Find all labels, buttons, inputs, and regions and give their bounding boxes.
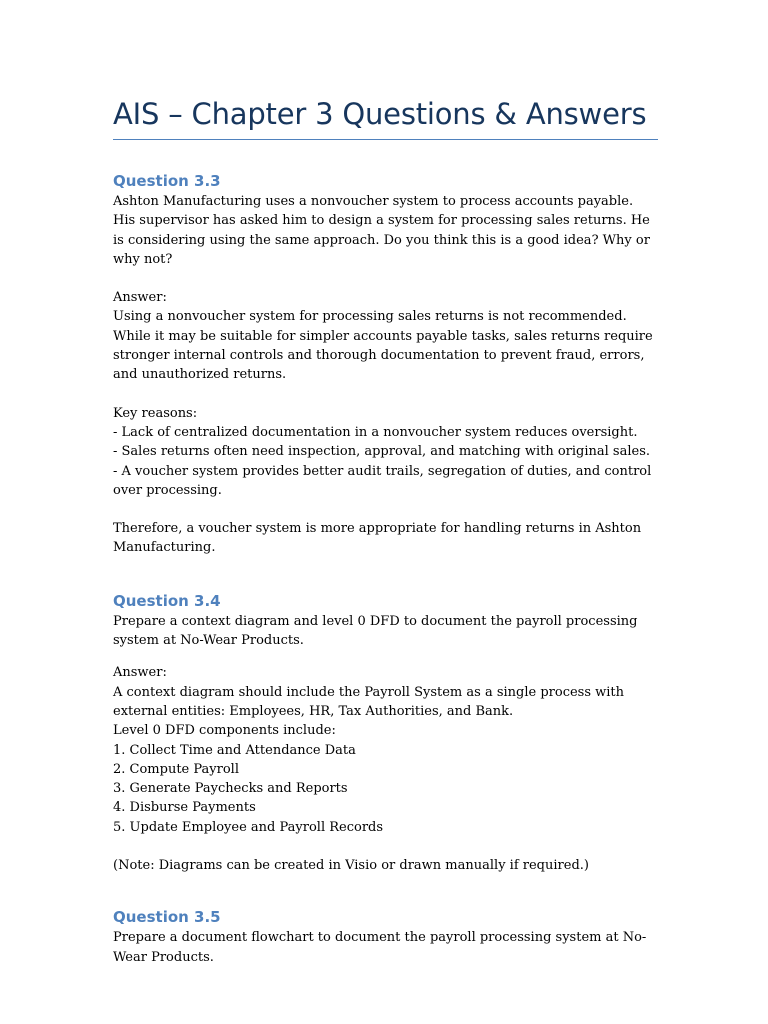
question-3-3-section <box>113 171 658 558</box>
answer-label: Answer: <box>113 290 167 306</box>
list-item: 1. Collect Time and Attendance Data <box>113 742 356 758</box>
document-page <box>113 93 658 967</box>
key-reasons-label: Key reasons: <box>113 405 198 421</box>
question-prompt: Prepare a context diagram and level 0 DFD to document the payroll processing system at No-Wear Products. <box>113 613 638 649</box>
answer-text: A context diagram should include the Payroll System as a single process with external entities: Employees, HR, Tax Authorities, and Bank. <box>113 684 625 719</box>
list-item: 4. Disburse Payments <box>113 800 256 816</box>
question-heading: Question 3.5 <box>113 908 221 927</box>
list-item: - Lack of centralized documentation in a nonvoucher system reduces oversight. <box>113 424 638 440</box>
question-3-4-section <box>113 591 658 876</box>
answer-label: Answer: <box>113 665 167 681</box>
question-heading: Question 3.4 <box>113 591 221 610</box>
conclusion-text: Therefore, a voucher system is more appropriate for handling returns in Ashton Manufacturing. <box>113 521 642 556</box>
list-item: 2. Compute Payroll <box>113 761 239 777</box>
question-prompt: Ashton Manufacturing uses a nonvoucher system to process accounts payable. His supervisor has asked him to design a system for processing sales returns. He is considering using the same approach. Do you think this is a good idea? Why or why not? <box>113 194 650 267</box>
dfd-components-label: Level 0 DFD components include: <box>113 723 336 739</box>
answer-text: Using a nonvoucher system for processing sales returns is not recommended. While it may be suitable for simpler accounts payable tasks, sales returns require stronger internal controls and thorough documentation to prevent fraud, errors, and unauthorized returns. <box>113 309 653 383</box>
dfd-components-list <box>113 741 658 837</box>
question-heading: Question 3.3 <box>113 172 221 190</box>
title-underline <box>113 139 658 140</box>
list-item: - Sales returns often need inspection, approval, and matching with original sales. <box>113 444 650 460</box>
list-item: - A voucher system provides better audit trails, segregation of duties, and control over processing. <box>113 463 652 498</box>
list-item: 3. Generate Paychecks and Reports <box>113 781 348 797</box>
note-text: (Note: Diagrams can be created in Visio or drawn manually if required.) <box>113 858 589 874</box>
list-item: 5. Update Employee and Payroll Records <box>113 819 384 835</box>
key-reasons-list <box>113 423 658 500</box>
question-3-5-section <box>113 907 658 967</box>
question-prompt: Prepare a document flowchart to document the payroll processing system at No-Wear Products. <box>113 930 647 965</box>
document-title: AIS – Chapter 3 Questions & Answers <box>113 97 647 131</box>
